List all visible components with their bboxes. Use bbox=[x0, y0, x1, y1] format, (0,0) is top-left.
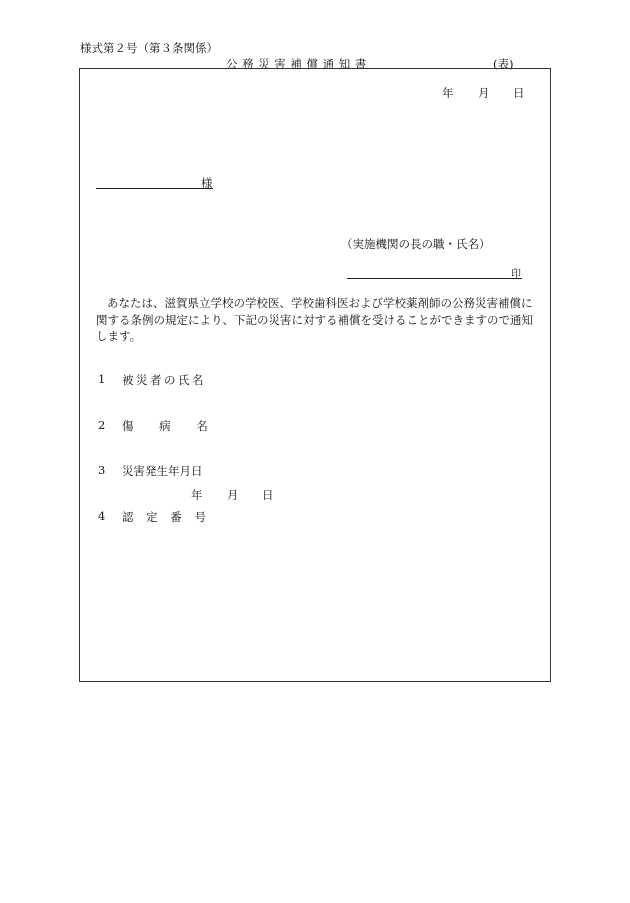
item-3-number: 3 bbox=[98, 463, 106, 477]
recipient-suffix: 様 bbox=[201, 176, 213, 190]
item-2-number: 2 bbox=[98, 418, 106, 432]
item-2-label: 傷 病 名 bbox=[122, 419, 208, 433]
item-4-number: 4 bbox=[98, 509, 106, 523]
item-1-label: 被災者の氏名 bbox=[122, 373, 206, 387]
issuer-label: （実施機関の長の職・氏名） bbox=[341, 237, 491, 251]
date-year-label: 年 bbox=[442, 86, 454, 100]
item-3-label: 災害発生年月日 bbox=[122, 464, 203, 478]
document-title: 公務災害補償通知書 bbox=[226, 57, 371, 71]
item-4-label: 認 定 番 号 bbox=[122, 510, 206, 524]
occurrence-day-label: 日 bbox=[262, 488, 274, 502]
seal-mark: 印 bbox=[511, 269, 521, 280]
notice-body-text: あなたは、滋賀県立学校の学校医、学校歯科医および学校薬剤師の公務災害補償に関する条例の規定により、下記の災害に対する補償を受けることができますので通知します。 bbox=[96, 296, 533, 343]
date-month-label: 月 bbox=[478, 86, 490, 100]
date-day-label: 日 bbox=[513, 86, 525, 100]
issuer-signature-line bbox=[347, 278, 522, 279]
occurrence-year-label: 年 bbox=[191, 488, 203, 502]
side-label: (表) bbox=[493, 57, 514, 71]
item-1-number: 1 bbox=[98, 372, 106, 386]
recipient-name-line bbox=[96, 188, 213, 189]
form-number: 様式第２号（第３条関係） bbox=[80, 41, 218, 55]
occurrence-month-label: 月 bbox=[227, 488, 239, 502]
